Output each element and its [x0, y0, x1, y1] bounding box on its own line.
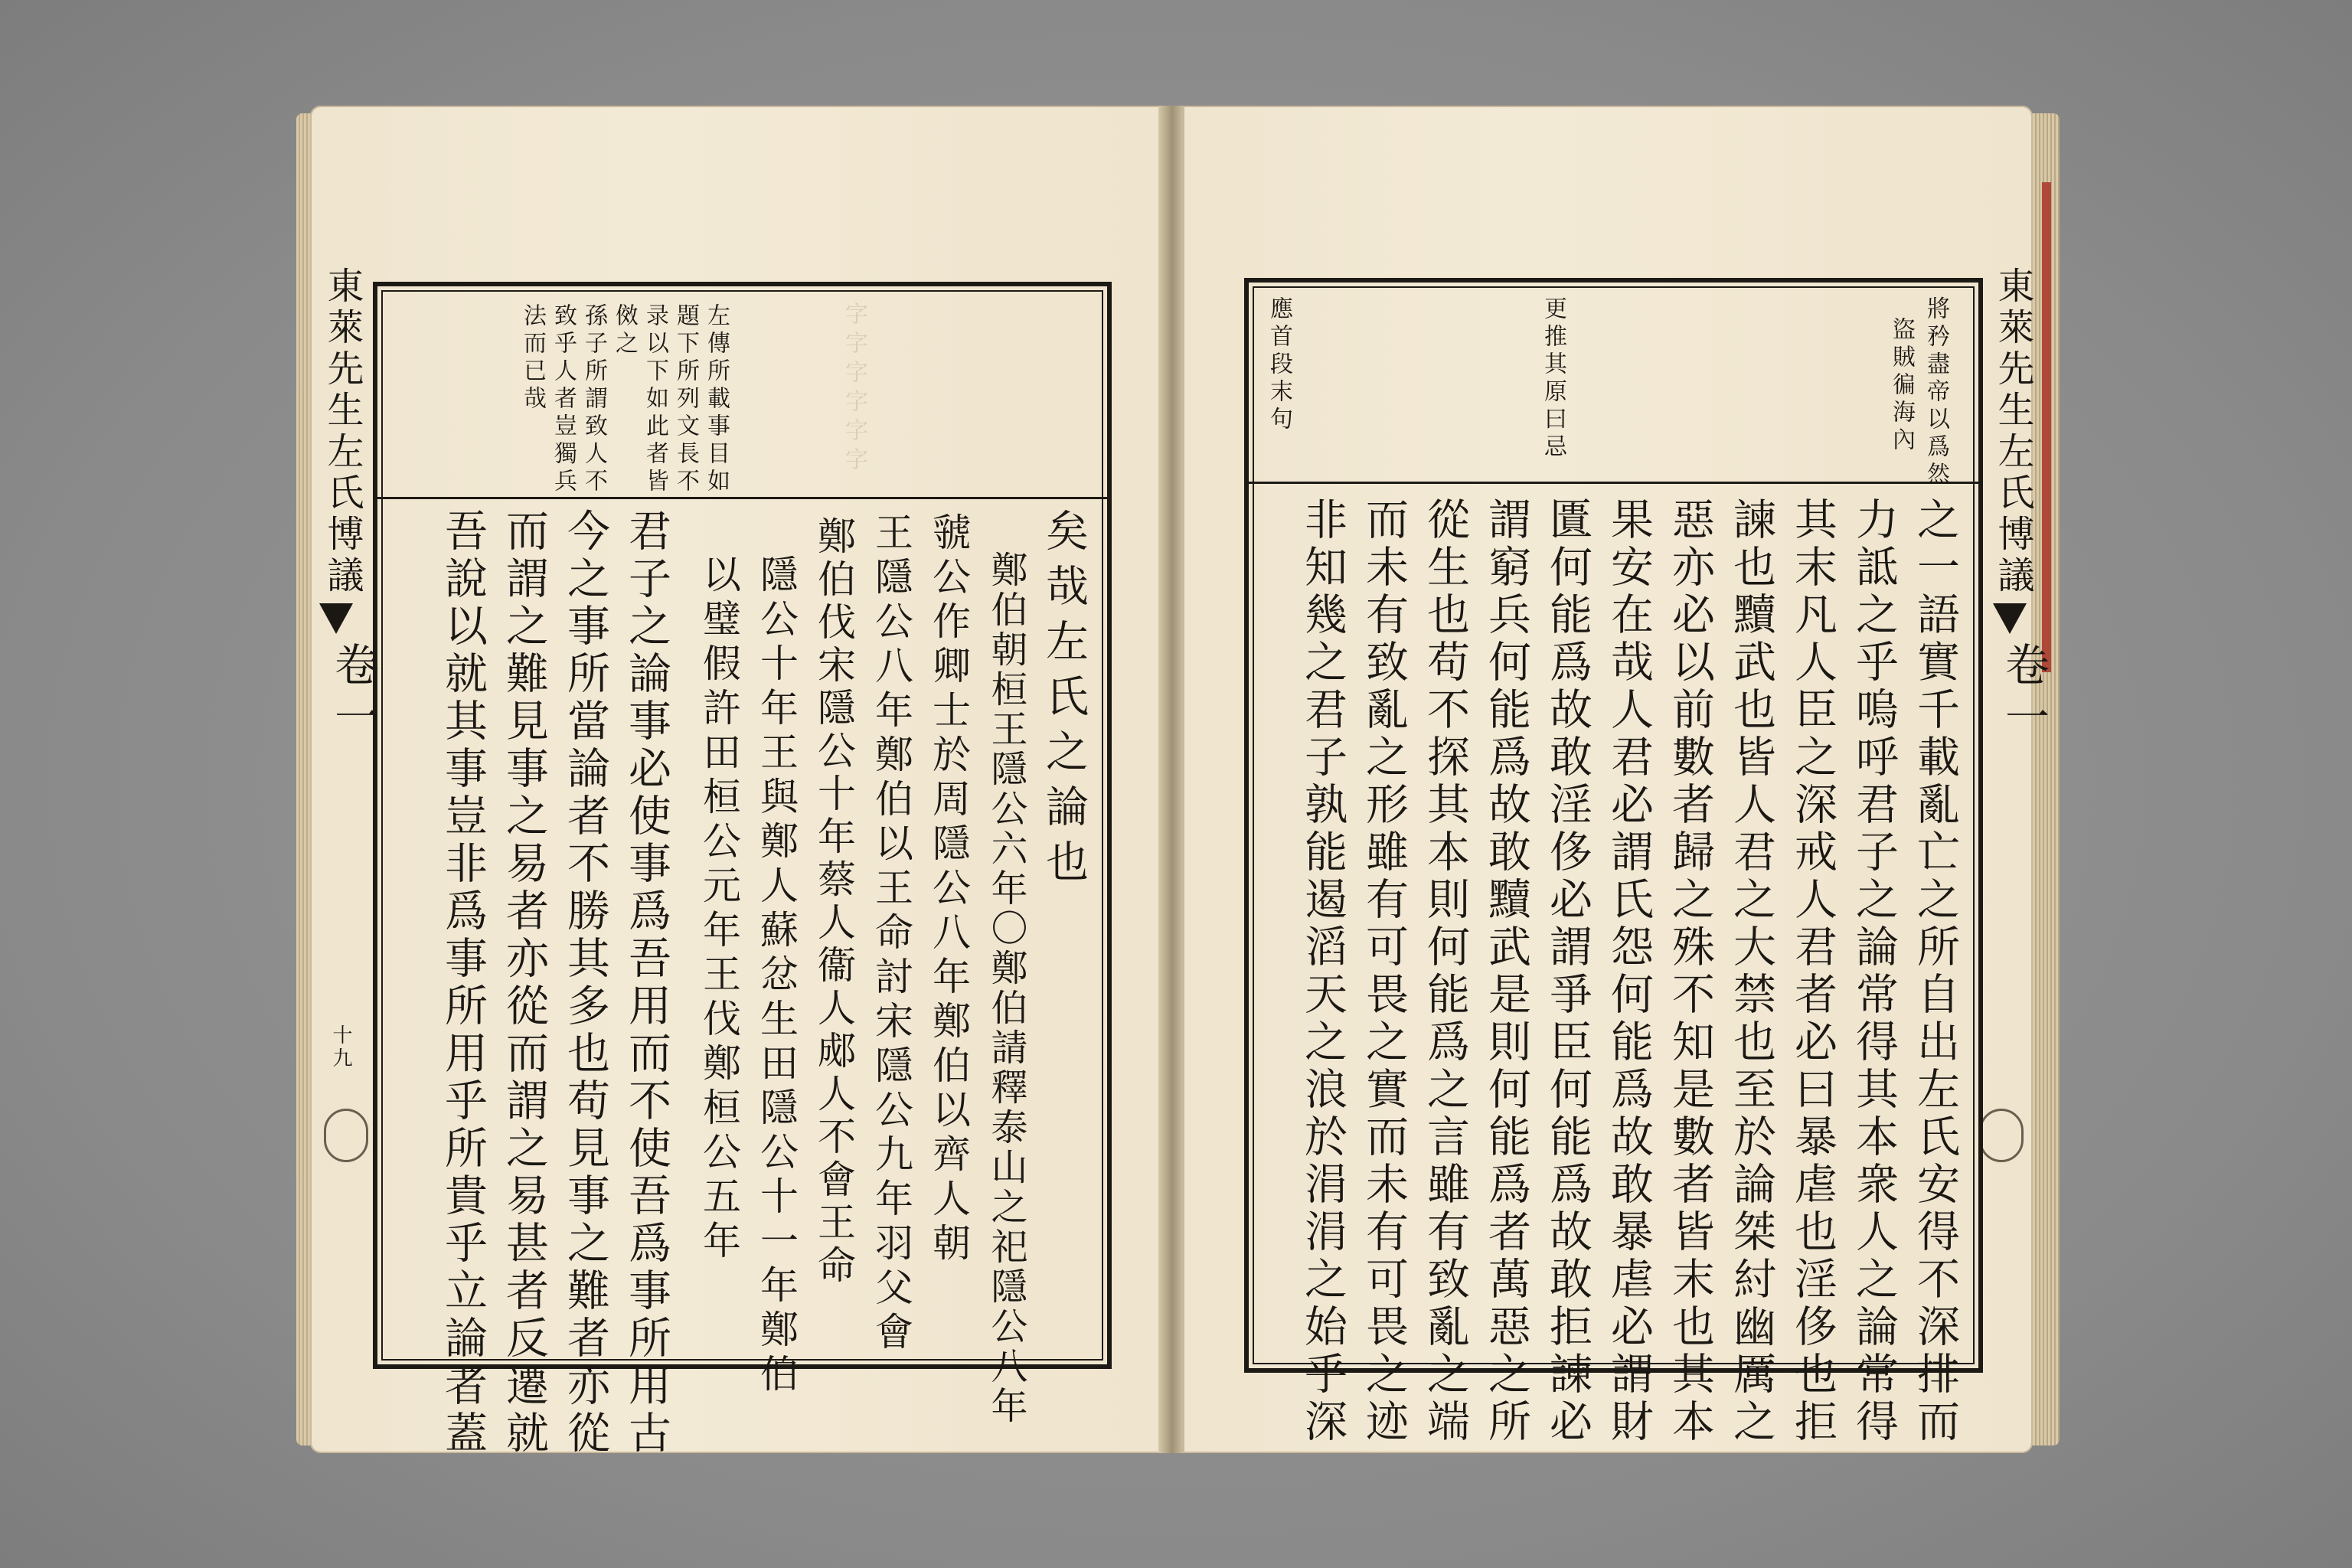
left-note-3: 录以下如此者皆 [642, 303, 668, 496]
left-margin-title: 東萊先生左氏博議 [321, 266, 364, 597]
right-note-1: 將矜盡帝以爲然 [1922, 296, 1949, 489]
left-note-7: 法而已哉 [519, 303, 546, 413]
right-body-col-6: 果安在哉人君必謂氏怨何能爲故敢暴虐必謂財 [1604, 497, 1654, 1446]
left-notes-panel [377, 286, 1107, 499]
left-note-6: 致乎人者豈獨兵 [550, 303, 577, 496]
left-body-col-3: 虢公作卿士於周隱公八年鄭伯以齊人朝 [926, 512, 971, 1267]
right-note-3: 更推其原曰忌 [1540, 296, 1566, 462]
right-body-col-9: 從生也苟不探其本則何能爲之言雖有致亂之端 [1420, 497, 1470, 1446]
left-body-col-5: 鄭伯伐宋隱公十年蔡人衞人郕人不會王命 [812, 516, 856, 1288]
right-body-col-4: 諫也黷武也皆人君之大禁也至於論桀紂幽厲之 [1726, 497, 1776, 1446]
right-body-col-8: 謂窮兵何能爲故敢黷武是則何能爲者萬惡之所 [1481, 497, 1531, 1446]
left-body-col-10: 而謂之難見事之易者亦從而謂之易甚者反遷就 [499, 508, 549, 1458]
left-body-col-8: 君子之論事必使事爲吾用而不使吾爲事所用古 [622, 508, 671, 1458]
left-body-col-6: 隱公十年王與鄭人蘇忿生田隱公十一年鄭伯 [754, 554, 799, 1398]
right-note-2: 盜賊徧海內 [1888, 317, 1915, 455]
right-margin-title: 東萊先生左氏博議 [1991, 266, 2034, 597]
right-notes-panel [1249, 283, 1978, 489]
left-note-1: 左傳所載事目如 [703, 303, 730, 496]
left-body-col-2: 鄭伯朝桓王隱公六年〇鄭伯請釋泰山之祀隱公八年 [985, 550, 1027, 1426]
left-page [310, 106, 1160, 1458]
right-body-col-2: 力詆之乎嗚呼君子之論常得其本衆人之論常得 [1849, 497, 1899, 1446]
left-binding-mark [324, 1109, 368, 1162]
right-juan-label: 卷一 [1998, 642, 2050, 746]
left-fish-tail-mark [319, 603, 353, 634]
bleed-through: 字字字字字字 [841, 302, 867, 476]
right-body-col-5: 惡亦必以前數者歸之殊不知是數者皆末也其本 [1665, 497, 1715, 1446]
left-body-col-4: 王隱公八年鄭伯以王命討宋隱公九年羽父會 [869, 512, 913, 1356]
right-text-frame [1244, 278, 1983, 1446]
right-fish-tail-mark [1993, 603, 2027, 634]
right-body-col-3: 其末凡人臣之深戒人君者必曰暴虐也淫侈也拒 [1788, 497, 1838, 1446]
left-folio-number: 十九 [329, 1024, 352, 1070]
left-body-col-11: 吾說以就其事豈非爲事所用乎所貴乎立論者蓋 [438, 508, 488, 1458]
left-note-5: 孫子所謂致人不 [580, 303, 607, 496]
left-text-frame [373, 282, 1112, 1458]
left-note-2: 題下所列文長不 [672, 303, 699, 496]
right-binding-mark [1979, 1109, 2024, 1162]
open-book [310, 90, 2050, 1468]
left-note-4: 傚之 [611, 303, 638, 358]
red-bookmark-edge [2042, 182, 2051, 672]
right-body-col-1: 之一語實千載亂亡之所自出左氏安得不深排而 [1910, 497, 1960, 1446]
right-body-col-7: 匱何能爲故敢淫侈必謂爭臣何能爲故敢拒諫必 [1543, 497, 1592, 1446]
right-body-col-11: 非知幾之君子孰能遏滔天之浪於涓涓之始乎深 [1298, 497, 1348, 1446]
right-body-col-10: 而未有致亂之形雖有可畏之實而未有可畏之迹 [1359, 497, 1409, 1446]
left-body-col-9: 今之事所當論者不勝其多也苟見事之難者亦從 [560, 508, 610, 1458]
book-gutter [1158, 106, 1186, 1453]
right-page [1183, 106, 2050, 1453]
left-body-col-7: 以璧假許田桓公元年王伐鄭桓公五年 [697, 554, 741, 1265]
right-note-4: 應首段末句 [1266, 296, 1292, 434]
left-juan-label: 卷一 [327, 642, 379, 746]
left-body-col-1: 矣哉左氏之論也 [1039, 508, 1089, 894]
